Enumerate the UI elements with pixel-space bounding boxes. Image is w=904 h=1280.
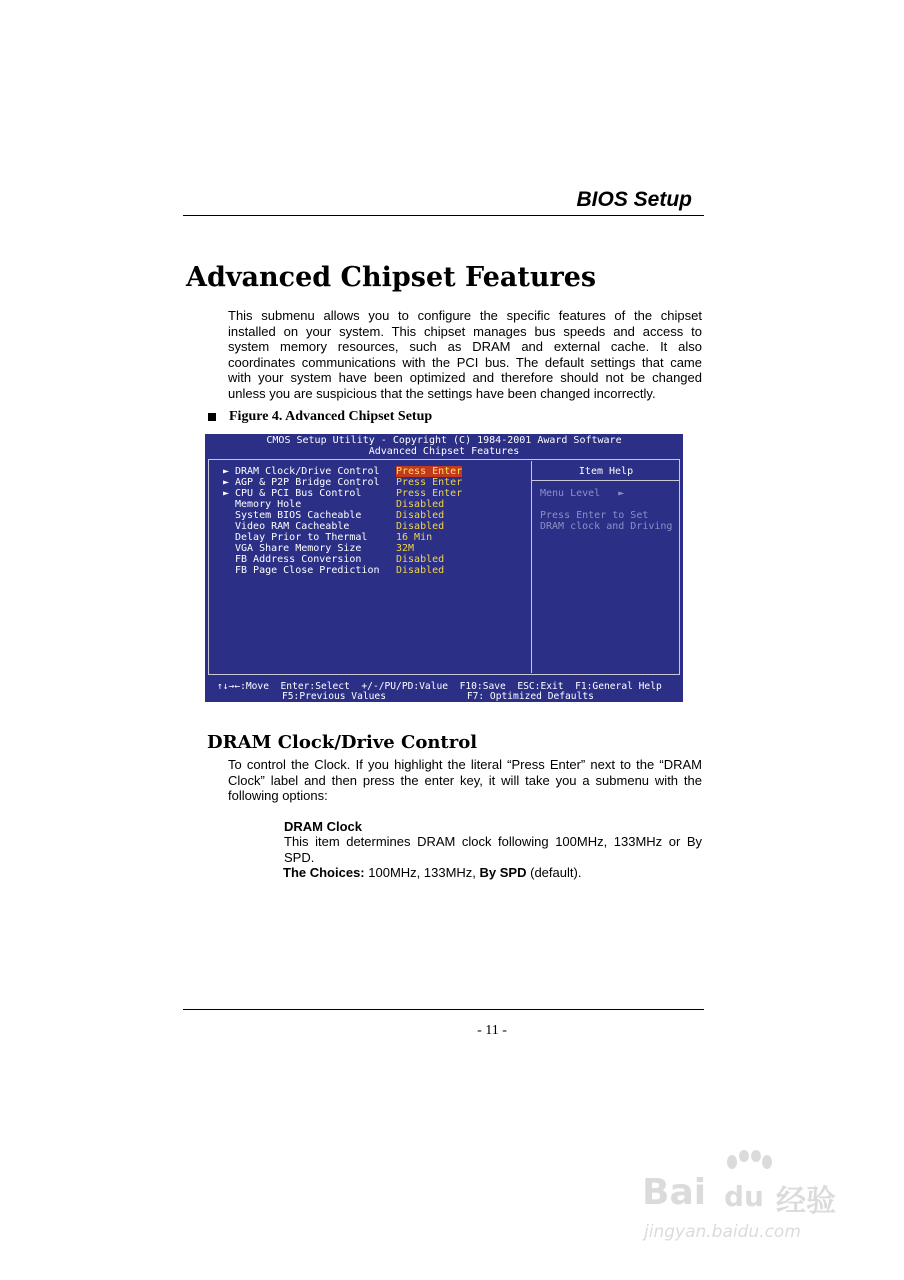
bios-value-agp-p2p[interactable]: Press Enter: [396, 477, 463, 488]
bios-item-delay-thermal[interactable]: Delay Prior to Thermal: [235, 532, 368, 543]
bios-screen: [205, 434, 683, 702]
running-header-title: BIOS Setup: [576, 188, 692, 211]
intro-line: This submenu allows you to configure the specific features of the chipset: [228, 308, 702, 323]
bios-item-fb-page-close[interactable]: FB Page Close Prediction: [235, 565, 380, 576]
choices-default: By SPD: [479, 865, 527, 880]
bios-item-bios-cacheable[interactable]: System BIOS Cacheable: [235, 510, 362, 521]
bios-item-vga-share[interactable]: VGA Share Memory Size: [235, 543, 362, 554]
subsection-title: DRAM Clock/Drive Control: [207, 732, 478, 753]
bios-item-fb-address[interactable]: FB Address Conversion: [235, 554, 362, 565]
bios-item-memory-hole[interactable]: Memory Hole: [235, 499, 302, 510]
submenu-arrow-icon: ►: [223, 477, 230, 488]
bios-help-title: Item Help: [578, 466, 634, 477]
paw-icon: [722, 1150, 774, 1184]
bios-item-video-ram[interactable]: Video RAM Cacheable: [235, 521, 350, 532]
submenu-arrow-icon: ►: [223, 488, 230, 499]
choices-label: The Choices:: [283, 865, 365, 880]
baidu-watermark: [640, 1150, 860, 1250]
choices-values: 100MHz, 133MHz,: [368, 865, 476, 880]
bios-footer-line2: F5:Previous Values F7: Optimized Defaults: [282, 691, 594, 702]
choices-default-note: (default).: [530, 865, 582, 880]
bios-item-agp-p2p[interactable]: AGP & P2P Bridge Control: [235, 477, 380, 488]
intro-line: with your system have been optimized and therefore should not be changed: [228, 370, 702, 385]
bios-value-delay-thermal[interactable]: 16 Min: [396, 532, 433, 543]
bios-footer-line1: ↑↓→←:Move Enter:Select +/-/PU/PD:Value F10:Save ESC:Exit F1:General Help: [217, 681, 662, 692]
watermark-url: jingyan.baidu.com: [644, 1222, 801, 1242]
bios-help-text-line1: Press Enter to Set: [540, 510, 649, 521]
subsection-line: following options:: [228, 788, 328, 803]
watermark-text-du: du: [724, 1180, 764, 1213]
square-bullet-icon: [208, 413, 216, 421]
submenu-arrow-icon: ►: [223, 466, 230, 477]
bios-value-fb-page-close[interactable]: Disabled: [396, 565, 445, 576]
page-number: - 11 -: [477, 1023, 507, 1038]
bios-help-title-rule: [532, 480, 680, 481]
subsection-paragraph: [228, 757, 702, 804]
header-rule: [183, 215, 704, 216]
bios-value-fb-address[interactable]: Disabled: [396, 554, 445, 565]
intro-paragraph: [228, 308, 702, 401]
bios-value-vga-share[interactable]: 32M: [396, 543, 415, 554]
section-title: Advanced Chipset Features: [186, 262, 597, 293]
intro-line: coordinates communications with the PCI bus. The default settings that came: [228, 354, 702, 370]
bios-help-menu-level: Menu Level ►: [540, 488, 625, 499]
bios-help-text-line2: DRAM clock and Driving: [540, 521, 673, 532]
intro-line: system memory resources, such as DRAM and external cache. It also: [228, 339, 702, 354]
option-desc-line1: This item determines DRAM clock following 100MHz, 133MHz or By: [284, 834, 702, 849]
bios-item-cpu-pci[interactable]: CPU & PCI Bus Control: [235, 488, 362, 499]
bios-title-line2: Advanced Chipset Features: [368, 446, 520, 457]
watermark-text-jingyan: 经验: [776, 1184, 836, 1219]
option-desc-line2: SPD.: [284, 850, 315, 865]
bios-title-line1: CMOS Setup Utility - Copyright (C) 1984-2001 Award Software: [266, 435, 622, 446]
bios-item-dram-clock[interactable]: DRAM Clock/Drive Control: [235, 466, 380, 477]
bios-value-dram-clock[interactable]: Press Enter: [396, 466, 463, 477]
figure-caption: Figure 4. Advanced Chipset Setup: [229, 409, 433, 424]
bios-value-bios-cacheable[interactable]: Disabled: [396, 510, 445, 521]
subsection-line: To control the Clock. If you highlight the literal “Press Enter” next to the “DRAM: [228, 757, 702, 772]
bios-value-memory-hole[interactable]: Disabled: [396, 499, 445, 510]
bios-value-cpu-pci[interactable]: Press Enter: [396, 488, 463, 499]
intro-line: unless you are suspicious that the settings have been changed incorrectly.: [228, 385, 656, 401]
subsection-line: Clock” label and then press the enter key, it will take you a submenu with the: [228, 772, 702, 788]
intro-line: installed on your system. This chipset manages bus speeds and access to: [228, 323, 702, 339]
option-choices: [283, 865, 701, 881]
bios-value-video-ram[interactable]: Disabled: [396, 521, 445, 532]
bios-help-divider: [531, 461, 532, 673]
option-title: DRAM Clock: [284, 819, 363, 834]
watermark-text-bai: Bai: [642, 1172, 707, 1213]
footer-rule: [183, 1009, 704, 1010]
